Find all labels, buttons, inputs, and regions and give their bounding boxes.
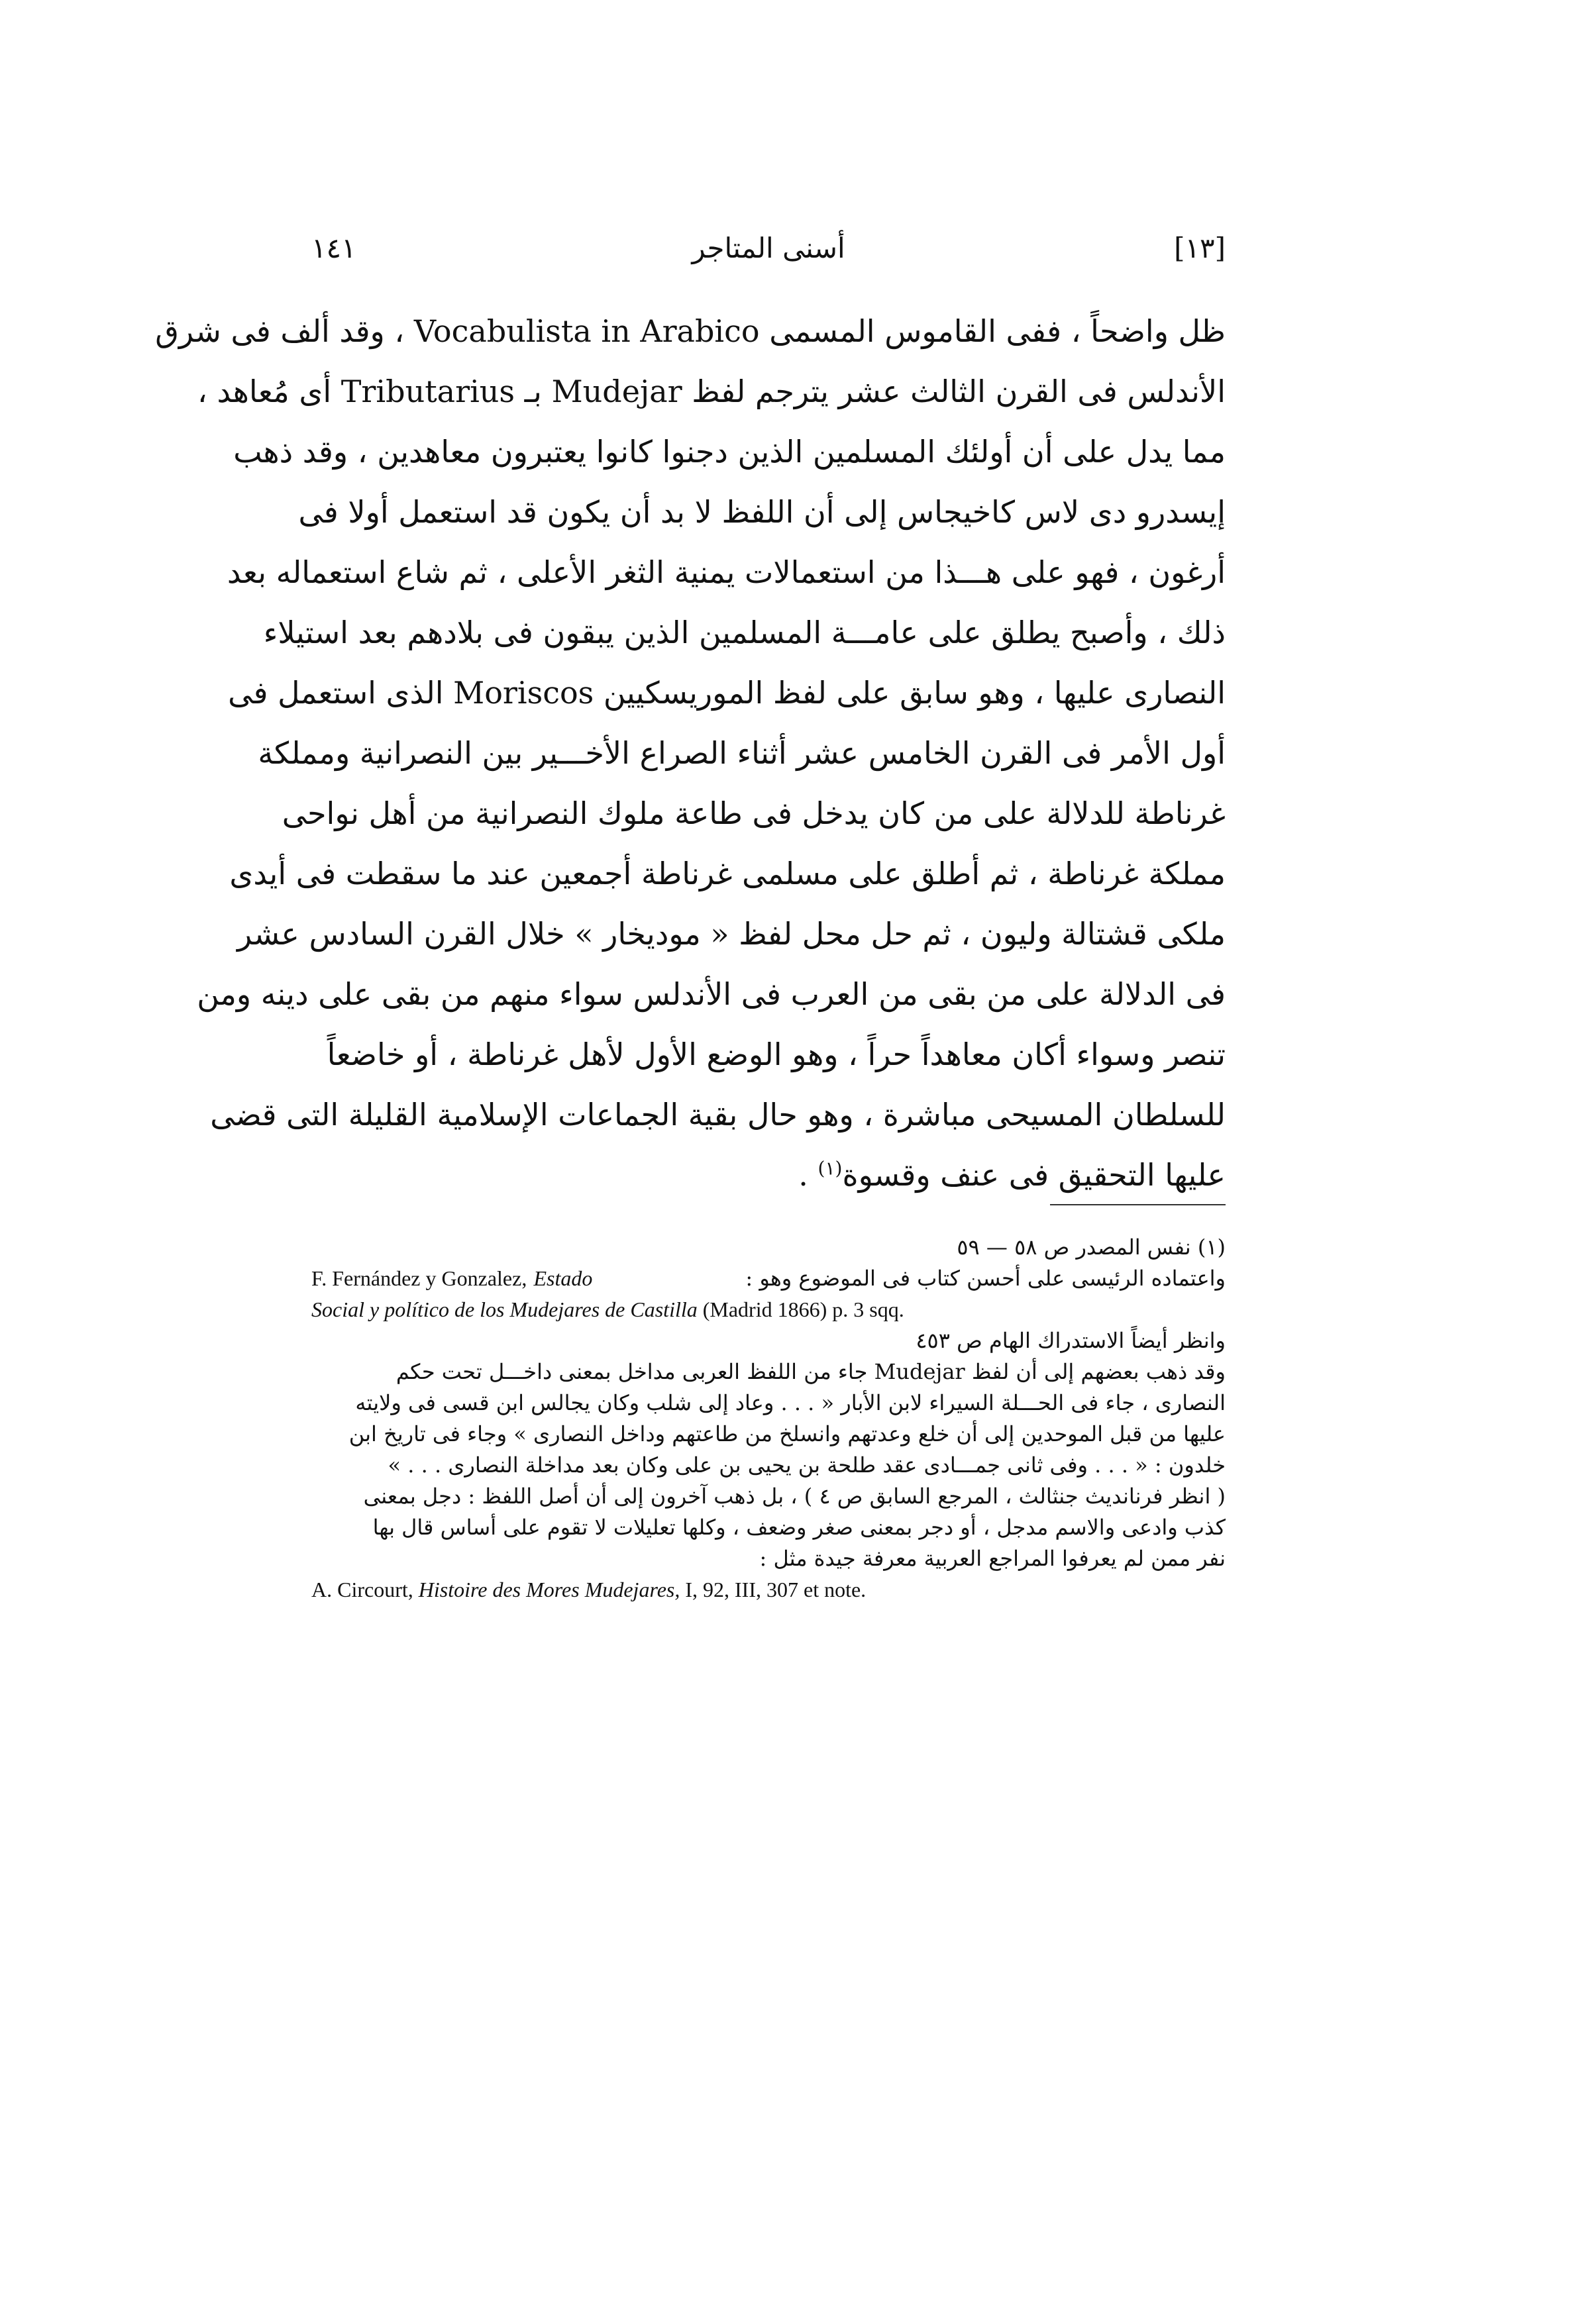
footnote-line: وانظر أيضاً الاستدراك الهام ص ٤٥٣ <box>916 1328 1226 1353</box>
body-end-mark: . <box>798 1157 808 1193</box>
footnote-text: واعتماده الرئيسى على أحسن كتاب فى الموضوع وهو : <box>745 1266 1226 1291</box>
body-line: النصارى عليها ، وهو سابق على لفظ الموريسكيين Moriscos الذى استعمل فى <box>228 675 1226 711</box>
footnote-line: نفر ممن لم يعرفوا المراجع العربية معرفة جيدة مثل : <box>759 1546 1226 1571</box>
footnote-author: A. Circourt, <box>311 1578 413 1601</box>
footnote-line: خلدون : « . . . وفى ثانى جمـــادى عقد طلحة بن يحيى بن على وكان بعد مداخلة النصارى . . . » <box>388 1452 1226 1478</box>
footnote-citation: I, 92, III, 307 et note. <box>685 1578 867 1601</box>
footnote-citation: (Madrid 1866) p. 3 sqq. <box>702 1297 904 1321</box>
body-line: ملكى قشتالة وليون ، ثم حل محل لفظ « موديخار » خلال القرن السادس عشر <box>237 916 1226 952</box>
footnote-line: وقد ذهب بعضهم إلى أن لفظ Mudejar جاء من اللفظ العربى مداخل بمعنى داخـــل تحت حكم <box>395 1359 1226 1384</box>
body-line: مملكة غرناطة ، ثم أطلق على مسلمى غرناطة أجمعين عند ما سقطت فى أيدى <box>229 856 1226 891</box>
page-header <box>311 228 1226 288</box>
footnote-line <box>311 1574 1226 1605</box>
footnote-line <box>311 1263 1226 1294</box>
body-text <box>155 301 1226 1205</box>
body-line: للسلطان المسيحى مباشرة ، وهو حال بقية الجماعات الإسلامية القليلة التى قضى <box>210 1097 1226 1133</box>
footnote-line <box>311 1294 1226 1325</box>
body-line: فى الدلالة على من بقى من العرب فى الأندلس سواء منهم من بقى على دينه ومن <box>197 976 1226 1012</box>
footnote-latin <box>311 1263 592 1294</box>
body-line: إيسدرو دى لاس كاخيجاس إلى أن اللفظ لا بد أن يكون قد استعمل أولا فى <box>298 494 1226 530</box>
page-number: ١٤١ <box>311 232 356 264</box>
footnote-title: Social y político de los Mudejares de Castilla <box>311 1297 698 1321</box>
body-line: الأندلس فى القرن الثالث عشر يترجم لفظ Mudejar بـ Tributarius أى مُعاهد ، <box>197 374 1226 409</box>
body-line: غرناطة للدلالة على من كان يدخل فى طاعة ملوك النصرانية من أهل نواحى <box>282 795 1226 831</box>
body-line-text: عليها التحقيق فى عنف وقسوة <box>842 1157 1226 1193</box>
section-number: [١٣] <box>1174 232 1226 264</box>
footnote-line: ( انظر فرنانديث جنثالث ، المرجع السابق ص ٤ ) ، بل ذهب آخرون إلى أن أصل اللفظ : دجل بمعنى <box>363 1484 1226 1509</box>
body-line-last <box>311 1145 1226 1205</box>
footnote-marker: (١) <box>817 1157 843 1180</box>
footnote-author: F. Fernández y Gonzalez, <box>311 1266 527 1290</box>
body-line: تنصر وسواء أكان معاهداً حراً ، وهو الوضع الأول لأهل غرناطة ، أو خاضعاً <box>327 1036 1226 1072</box>
footnote-line: (١) نفس المصدر ص ٥٨ — ٥٩ <box>957 1235 1226 1260</box>
footnote-line: النصارى ، جاء فى الحـــلة السيراء لابن الأبار « . . . وعاد إلى شلب وكان يجالس ابن قسى فى ولايته <box>355 1390 1226 1415</box>
footnote-line: كذب وادعى والاسم مدجل ، أو دجر بمعنى صغر وضعف ، وكلها تعليلات لا تقوم على أساس قال بها <box>372 1515 1226 1540</box>
footnote-line: عليها من قبل الموحدين إلى أن خلع وعدتهم وانسلخ من طاعتهم وداخل النصارى » وجاء فى تاريخ ابن <box>348 1421 1226 1446</box>
body-line: ذلك ، وأصبح يطلق على عامـــة المسلمين الذين يبقون فى بلادهم بعد استيلاء <box>263 615 1226 650</box>
footnote-title: Histoire des Mores Mudejares, <box>418 1578 680 1601</box>
footnote-title: Estado <box>533 1266 593 1290</box>
body-line: أرغون ، فهو على هـــذا من استعمالات يمنية الثغر الأعلى ، ثم شاع استعماله بعد <box>227 554 1226 590</box>
running-title: أسنى المتاجر <box>692 232 845 264</box>
body-line: ظل واضحاً ، ففى القاموس المسمى Vocabulista in Arabico ، وقد ألف فى شرق <box>155 313 1226 349</box>
body-line: مما يدل على أن أولئك المسلمين الذين دجنوا كانوا يعتبرون معاهدين ، وقد ذهب <box>233 434 1226 470</box>
body-line: أول الأمر فى القرن الخامس عشر أثناء الصراع الأخـــير بين النصرانية ومملكة <box>258 735 1226 771</box>
footnotes <box>311 1232 1226 1605</box>
footnote-divider <box>1050 1204 1226 1205</box>
